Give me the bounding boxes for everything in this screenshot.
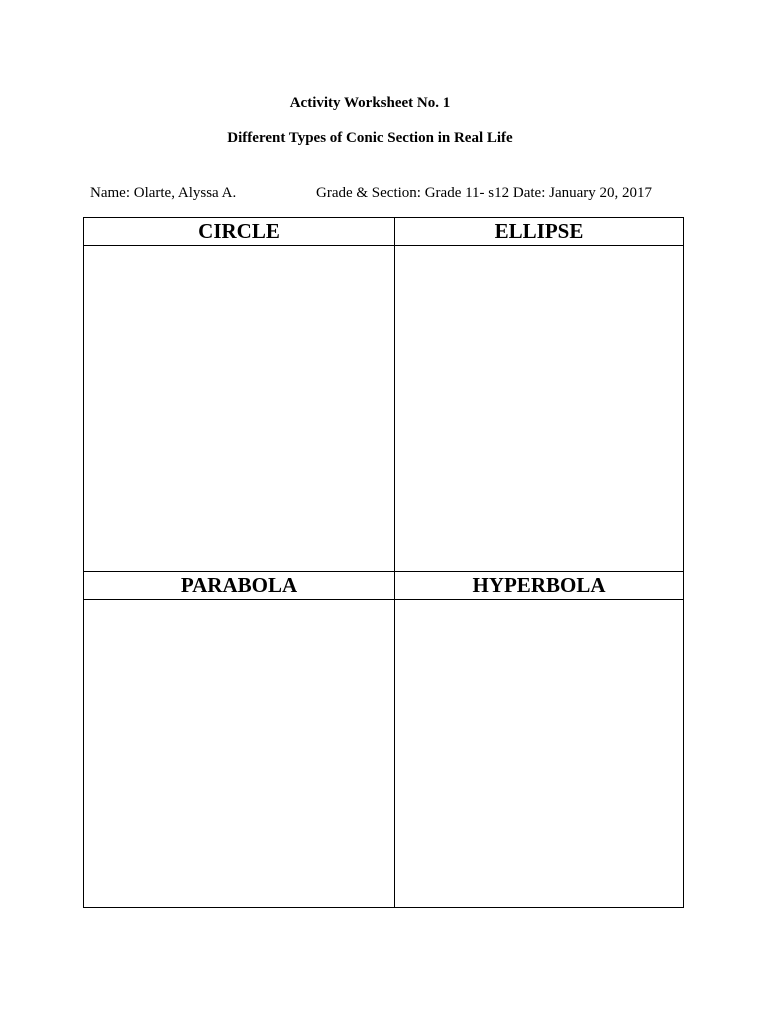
table-row bbox=[84, 218, 684, 246]
circle-answer-box bbox=[84, 246, 395, 572]
ellipse-header: ELLIPSE bbox=[395, 218, 684, 246]
parabola-answer-box bbox=[84, 600, 395, 908]
hyperbola-header: HYPERBOLA bbox=[395, 572, 684, 600]
table-row bbox=[84, 600, 684, 908]
student-name: Name: Olarte, Alyssa A. bbox=[90, 185, 237, 201]
hyperbola-answer-box bbox=[395, 600, 684, 908]
ellipse-answer-box bbox=[395, 246, 684, 572]
parabola-header: PARABOLA bbox=[84, 572, 395, 600]
grade-section-date: Grade & Section: Grade 11- s12 Date: January 20, 2017 bbox=[316, 185, 653, 201]
circle-header: CIRCLE bbox=[84, 218, 395, 246]
worksheet-subtitle: Different Types of Conic Section in Real Life bbox=[227, 130, 513, 146]
conic-sections-table bbox=[83, 217, 684, 908]
table-row bbox=[84, 246, 684, 572]
table-row bbox=[84, 572, 684, 600]
worksheet-title: Activity Worksheet No. 1 bbox=[289, 95, 451, 111]
